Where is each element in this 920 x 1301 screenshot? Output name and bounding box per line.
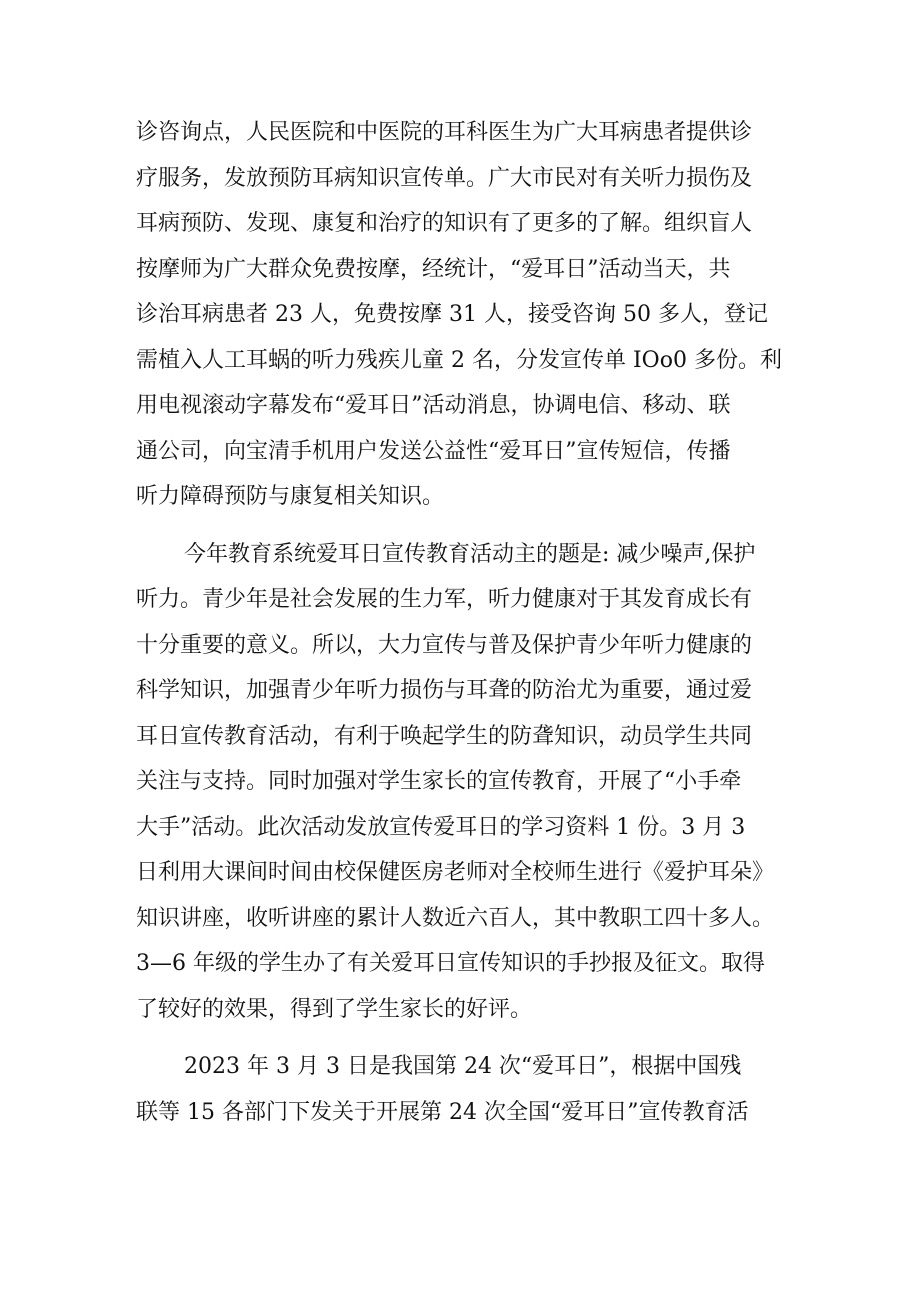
text-line: 联等 15 各部门下发关于开展第 24 次全国“爱耳日”宣传教育活: [136, 1099, 749, 1125]
text-line: 按摩师为广大群众免费按摩，经统计，“爱耳日”活动当天，共: [136, 256, 731, 282]
text-line: 诊咨询点，人民医院和中医院的耳科医生为广大耳病患者提供诊: [136, 120, 753, 145]
text-line: 十分重要的意义。所以，大力宣传与普及保护青少年听力健康的: [136, 632, 753, 658]
text-line-indented: 今年教育系统爱耳日宣传教育活动主的题是: 减少噪声,保护: [184, 541, 756, 567]
text-line-indented: 2023 年 3 月 3 日是我国第 24 次“爱耳日”，根据中国残: [184, 1054, 742, 1079]
paragraph-1: [136, 110, 796, 520]
text-line: 疗服务，发放预防耳病知识宣传单。广大市民对有关听力损伤及: [136, 165, 753, 191]
text-line: 知识讲座，收听讲座的累计人数近六百人，其中教职工四十多人。: [136, 905, 775, 931]
text-line: 听力障碍预防与康复相关知识。: [136, 484, 445, 509]
text-line: 了较好的效果，得到了学生家长的好评。: [136, 996, 533, 1022]
document-body: [136, 110, 796, 1135]
paragraph-2: [136, 532, 796, 1033]
text-line: 大手”活动。此次活动发放宣传爱耳日的学习资料 1 份。3 月 3: [136, 814, 746, 840]
text-line: 需植入人工耳蜗的听力残疾儿童 2 名，分发宣传单 IOo0 多份。利: [136, 347, 782, 373]
text-line: 听力。青少年是社会发展的生力军，听力健康对于其发育成长有: [136, 587, 753, 612]
text-line: 关注与支持。同时加强对学生家长的宣传教育，开展了“小手牵: [136, 769, 742, 794]
text-line: 耳病预防、发现、康复和治疗的知识有了更多的了解。组织盲人: [136, 211, 753, 236]
text-line: 科学知识，加强青少年听力损伤与耳聋的防治尤为重要，通过爱: [136, 678, 753, 703]
text-line: 用电视滚动字幕发布“爱耳日”活动消息，协调电信、移动、联: [136, 393, 731, 418]
text-line: 通公司，向宝清手机用户发送公益性“爱耳日”宣传短信，传播: [136, 438, 731, 464]
text-line: 3—6 年级的学生办了有关爱耳日宣传知识的手抄报及征文。取得: [136, 951, 765, 976]
text-line: 日利用大课间时间由校保健医房老师对全校师生进行《爱护耳朵》: [136, 860, 775, 885]
text-line: 诊治耳病患者 23 人，免费按摩 31 人，接受咨询 50 多人，登记: [136, 302, 768, 327]
text-line: 耳日宣传教育活动，有利于唤起学生的防聋知识，动员学生共同: [136, 723, 753, 749]
paragraph-3: [136, 1044, 796, 1135]
